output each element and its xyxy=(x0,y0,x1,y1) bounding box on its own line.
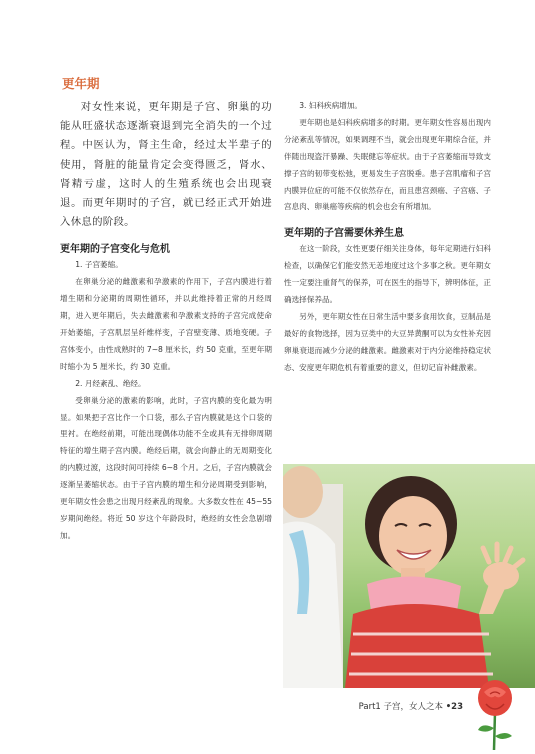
right-column xyxy=(284,98,491,377)
right-heading: 更年期的子宫需要休养生息 xyxy=(284,228,404,240)
item-2: 2. 月经紊乱、绝经。 xyxy=(75,378,146,388)
left-heading: 更年期的子宫变化与危机 xyxy=(60,244,170,256)
item-1: 1. 子宫萎缩。 xyxy=(75,260,123,270)
paragraph-5: 另外，更年期女性在日常生活中要多食用饮食，豆制品是最好的食物选择，因为豆类中的大豆异黄酮可以为女性补充因卵巢衰退而减少分泌的雌激素。雌激素对于内分泌维持稳定状态、安度更年期危机有着重要的意义，但切记盲补雌激素。 xyxy=(284,311,491,372)
paragraph-1: 在卵巢分泌的雌激素和孕激素的作用下，子宫内膜进行着增生期和分泌期的周期性循环，并以此维持着正常的月经周期，进入更年期后，失去雌激素和孕激素支持的子宫完成使命开始萎缩，子宫肌层呈纤维样变，子宫壁变薄、质地变硬。子宫体变小，由性成熟时的 7~8 厘米长，约 50 克重，至更年期时缩小为 5 厘米长，约 30 克重。 xyxy=(60,277,272,371)
paragraph-4: 在这一阶段，女性更要仔细关注身体，每年定期进行妇科检查，以确保它们能安然无恙地度过这个多事之秋。更年期女性一定要注重肾气的保养，可在医生的指导下，辨明体征，正确选择保养品。 xyxy=(284,244,491,305)
rose-icon xyxy=(472,678,518,754)
item-3: 3. 妇科疾病增加。 xyxy=(299,101,363,110)
left-column xyxy=(60,98,272,545)
paragraph-3: 更年期也是妇科疾病增多的时期。更年期女性容易出现内分泌紊乱等情况，如果调理不当，就会出现更年期综合征，并伴随出现盗汗暴躁、失眠健忘等症状。由于子宫萎缩而导致支撑子宫的韧带变松弛，更易发生子宫脱垂。患子宫肌瘤和子宫内膜异位症的可能不仅依然存在，而且患宫颈癌、子宫癌、子宫息肉、卵巢癌等疾病的机会也会有所增加。 xyxy=(284,117,491,212)
paragraph-2: 受卵巢分泌的激素的影响，此时，子宫内膜的变化最为明显。如果把子宫比作一个口袋，那么子宫内膜就是这个口袋的里衬。在绝经前期，可能出现偶体功能不全或具有无排卵周期特征的增生期子宫内膜。绝经后期，就会向静止的无周期变化的内膜过渡，这段时间可持续 6~8 个月。之后，子宫内膜就会逐渐呈萎缩状态。由于子宫内膜的增生和分泌周期受到影响，更年期女性会患之出现月经紊乱的现象。大多数女性在 45~55 岁期间绝经。将近 50 岁这个年龄段时，绝经的女性会急剧增加。 xyxy=(60,395,272,540)
footer-part: Part1 子宫，女人之本 xyxy=(358,702,444,712)
page-footer xyxy=(359,700,463,712)
intro-paragraph: 对女性来说，更年期是子宫、卵巢的功能从旺盛状态逐渐衰退到完全消失的一个过程。中医认为，肾主生命，经过太半辈子的使用，肾脏的能量肯定会变得匮乏，肾水、肾精亏虚，这时人的生殖系统也会出现衰退。而更年期时的子宫，就已经正式开始进入休息的阶段。 xyxy=(60,101,272,229)
section-title: 更年期 xyxy=(62,76,100,91)
page-number: •23 xyxy=(445,702,463,712)
smiling-woman-photo xyxy=(283,464,535,688)
